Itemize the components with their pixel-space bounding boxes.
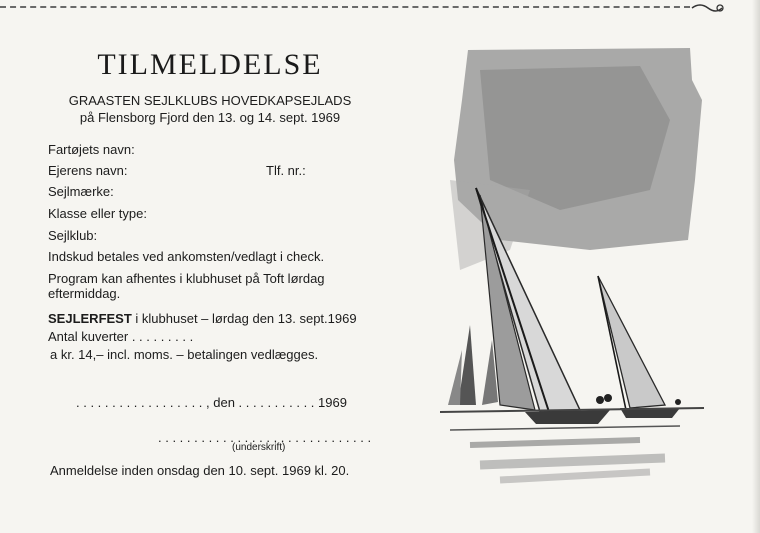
subtitle-event: GRAASTEN SEJLKLUBS HOVEDKAPSEJLADS [68, 93, 352, 108]
sailor-party-text: i klubhuset – lørdag den 13. sept.1969 [131, 311, 357, 326]
field-sail-club: Sejlklub: [48, 228, 98, 243]
form-subtitle [40, 92, 380, 126]
sailor-party-line [48, 311, 357, 327]
sailor-party-label: SEJLERFEST [48, 311, 132, 326]
covers-count-line: Antal kuverter . . . . . . . . . [48, 329, 194, 344]
program-note-line1: Program kan afhentes i klubhuset på Toft lørdag [48, 271, 325, 286]
field-class-type: Klasse eller type: [48, 206, 147, 221]
entry-fee-note: Indskud betales ved ankomsten/vedlagt i check. [48, 249, 325, 264]
signature-caption: (underskrift) [232, 442, 286, 453]
page-edge-shadow [752, 0, 760, 533]
subtitle-date: på Flensborg Fjord den 13. og 14. sept. 1969 [79, 110, 341, 125]
date-signature-line: . . . . . . . . . . . . . . . . . . , den . . . . . . . . . . . 1969 [76, 395, 347, 410]
field-phone: Tlf. nr.: [266, 163, 306, 178]
program-note-line2: eftermiddag. [48, 286, 121, 301]
field-owner-name: Ejerens navn: [48, 163, 128, 178]
paper-clip-icon [690, 2, 724, 14]
deadline-note: Anmeldelse inden onsdag den 10. sept. 1969 kl. 20. [50, 463, 350, 478]
sailboat-illustration [440, 40, 730, 500]
price-line: a kr. 14,– incl. moms. – betalingen vedlægges. [50, 347, 319, 362]
field-boat-name: Fartøjets navn: [48, 142, 135, 157]
perforation-line [0, 6, 690, 8]
signature-line: . . . . . . . . . . . . . . . . . . . . . . . . . . . . . . [158, 430, 372, 445]
field-sail-mark: Sejlmærke: [48, 184, 114, 199]
form-title: TILMELDELSE [97, 48, 323, 81]
